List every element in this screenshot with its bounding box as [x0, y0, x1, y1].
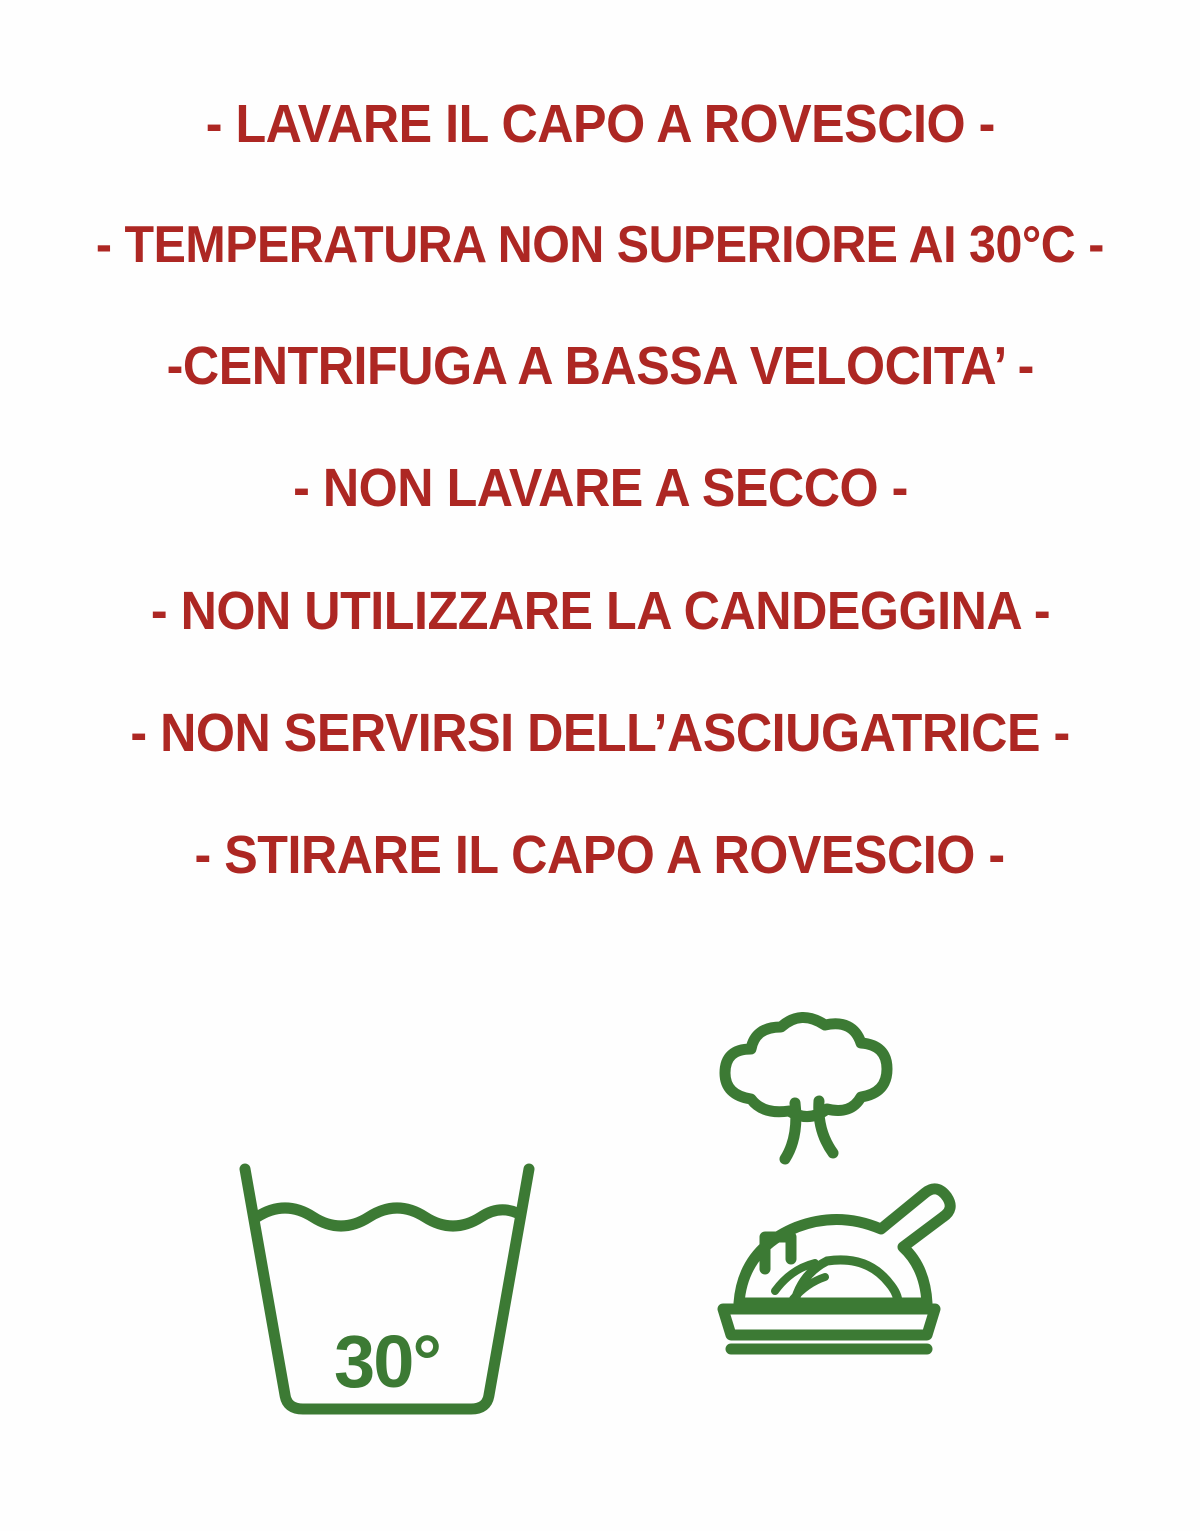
instruction-line: - STIRARE IL CAPO A ROVESCIO - [194, 824, 1006, 885]
instruction-line: -CENTRIFUGA A BASSA VELOCITA’ - [166, 336, 1034, 397]
instruction-line: - LAVARE IL CAPO A ROVESCIO - [205, 94, 995, 154]
steam-iron-symbol [643, 1003, 973, 1438]
instruction-line: - NON LAVARE A SECCO - [292, 458, 908, 519]
instruction-line: - TEMPERATURA NON SUPERIORE AI 30°C - [96, 216, 1104, 275]
wash-tub-30-degrees-symbol [227, 1133, 547, 1438]
instruction-line: - NON UTILIZZARE LA CANDEGGINA - [150, 580, 1050, 641]
wash-temperature-label: 30° [334, 1320, 440, 1404]
instruction-line: - NON SERVIRSI DELL’ASCIUGATRICE - [130, 702, 1070, 763]
care-symbols-row [0, 1003, 1200, 1438]
